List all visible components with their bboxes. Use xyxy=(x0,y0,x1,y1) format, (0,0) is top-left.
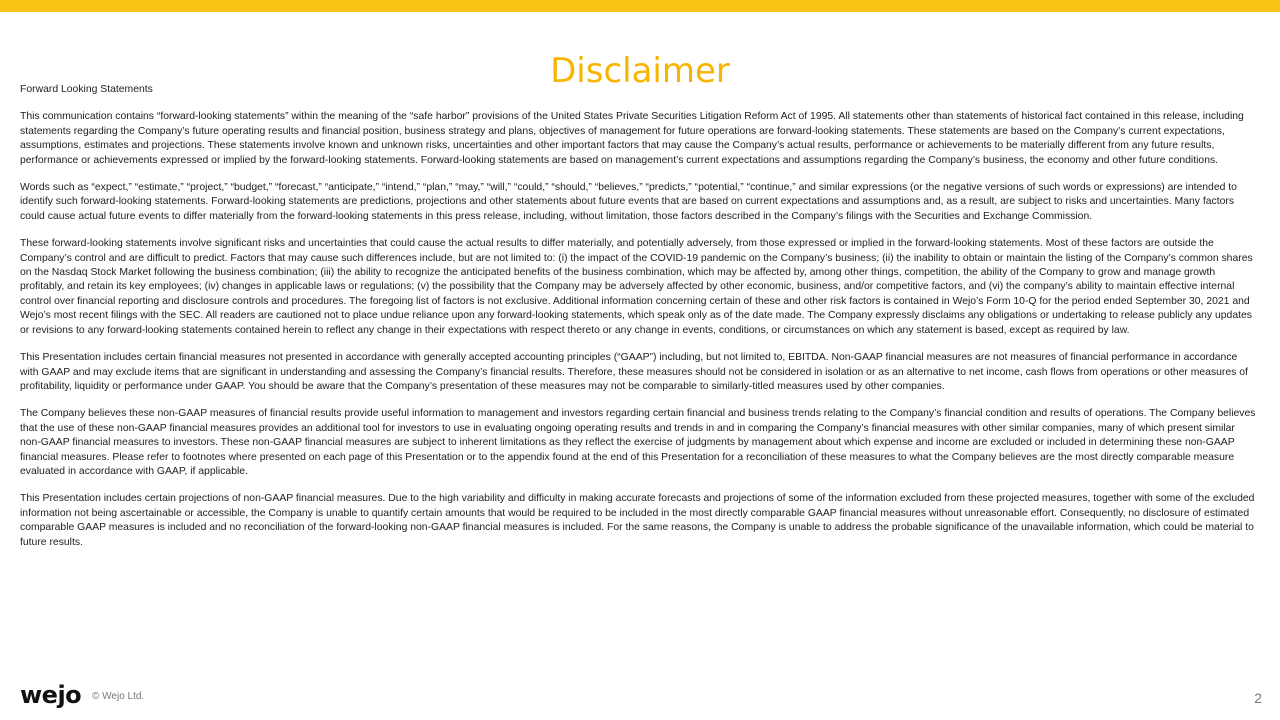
paragraph-words-such-as: Words such as “expect,” “estimate,” “project,” “budget,” “forecast,” “anticipate,” “intend,” “plan,” “may,” “will,” “could,” “should,” “believes,” “predicts,” “potential,” “continue,” and similar expressions (or the negative versions of such words or expressions) are intended to identify such forward-looking statements. Forward-looking statements are predictions, projections and other statements about future events that are based on current expectations and assumptions and, as a result, are subject to risks and uncertainties. Many factors could cause actual future events to differ materially from the forward-looking statements in this press release, including, without limitation, those factors described in the Company’s filings with the Securities and Exchange Commission. xyxy=(20,182,1237,222)
wejo-logo: wejo xyxy=(20,681,82,709)
paragraph-non-gaap-usefulness: The Company believes these non-GAAP measures of financial results provide useful information to management and investors regarding certain financial and business trends relating to the Company’s financial condition and results of operations. The Company believes that the use of these non-GAAP financial measures provides an additional tool for investors to use in evaluating ongoing operating results and trends in and in comparing the Company’s financial measures with other similar companies, many of which present similar non-GAAP financial measures to investors. These non-GAAP financial measures are subject to inherent limitations as they reflect the exercise of judgments by management about which expense and income are excluded or included in determining these non-GAAP financial measures. Please refer to footnotes where presented on each page of this Presentation or to the appendix found at the end of this Presentation for a reconciliation of these measures to what the Company believes are the most directly comparable measure evaluated in accordance with GAAP, if applicable. xyxy=(20,408,1256,477)
section-heading: Forward Looking Statements xyxy=(20,84,153,95)
disclaimer-body xyxy=(20,83,1256,563)
page-title: Disclaimer xyxy=(550,50,730,91)
page-number: 2 xyxy=(1254,690,1262,706)
paragraph-non-gaap-measures: This Presentation includes certain financial measures not presented in accordance with generally accepted accounting principles (“GAAP”) including, but not limited to, EBITDA. Non-GAAP financial measures are not measures of financial performance in accordance with GAAP and may exclude items that are significant in understanding and assessing the Company’s financial results. Therefore, these measures should not be considered in isolation or as an alternative to net income, cash flows from operations or other measures of profitability, liquidity or performance under GAAP. You should be aware that the Company’s presentation of these measures may not be comparable to similarly-titled measures used by other companies. xyxy=(20,352,1248,392)
paragraph-risks: These forward-looking statements involve significant risks and uncertainties that could cause the actual results to differ materially, and potentially adversely, from those expressed or implied in the forward-looking statements. Most of these factors are outside the Company’s control and are difficult to predict. Factors that may cause such differences include, but are not limited to: (i) the impact of the COVID-19 pandemic on the Company’s business; (ii) the inability to obtain or maintain the listing of the Company’s common shares on the Nasdaq Stock Market following the business combination; (iii) the ability to recognize the anticipated benefits of the business combination, which may be affected by, among other things, competition, the ability of the Company to grow and manage growth profitably, and retain its key employees; (iv) changes in applicable laws or regulations; (v) the possibility that the Company may be adversely affected by other economic, business, and/or competitive factors, and (vi) the company’s ability to maintain effective internal control over financial reporting and disclosure controls and procedures. The foregoing list of factors is not exclusive. Additional information concerning certain of these and other risk factors is contained in Wejo’s Form 10-Q for the period ended September 30, 2021 and Wejo’s most recent filings with the SEC. All readers are cautioned not to place undue reliance upon any forward-looking statements, which speak only as of the date made. The Company expressly disclaims any obligations or undertaking to release publicly any updates or revisions to any forward-looking statements contained herein to reflect any change in their expectations with respect thereto or any change in events, conditions, or circumstances on which any statement is based, except as required by law. xyxy=(20,238,1253,336)
paragraph-forward-looking: This communication contains “forward-looking statements” within the meaning of the “safe harbor” provisions of the United States Private Securities Litigation Reform Act of 1995. All statements other than statements of historical fact contained in this release, including statements regarding the Company’s future operating results and financial position, business strategy and plans, objectives of management for future operations are forward-looking statements. These statements are based on the Company’s current expectations, assumptions, estimates and projections. These statements involve known and unknown risks, uncertainties and other important factors that may cause the Company’s actual results, performance or achievements to be materially different from any future results, performance or achievements expressed or implied by the forward-looking statements. Forward-looking statements are based on management’s current expectations and assumptions regarding the Company’s business, the economy and other future conditions. xyxy=(20,111,1244,166)
paragraph-non-gaap-projections: This Presentation includes certain projections of non-GAAP financial measures. Due to the high variability and difficulty in making accurate forecasts and projections of some of the information excluded from these projected measures, together with some of the excluded information not being ascertainable or accessible, the Company is unable to quantify certain amounts that would be required to be included in the most directly comparable GAAP financial measures without unreasonable effort. Consequently, no disclosure of estimated comparable GAAP measures is included and no reconciliation of the forward-looking non-GAAP financial measures is included. For the same reasons, the Company is unable to address the probable significance of the unavailable information, which could be material to future results. xyxy=(20,493,1255,548)
top-accent-bar xyxy=(0,0,1280,12)
copyright-notice: © Wejo Ltd. xyxy=(92,691,145,702)
